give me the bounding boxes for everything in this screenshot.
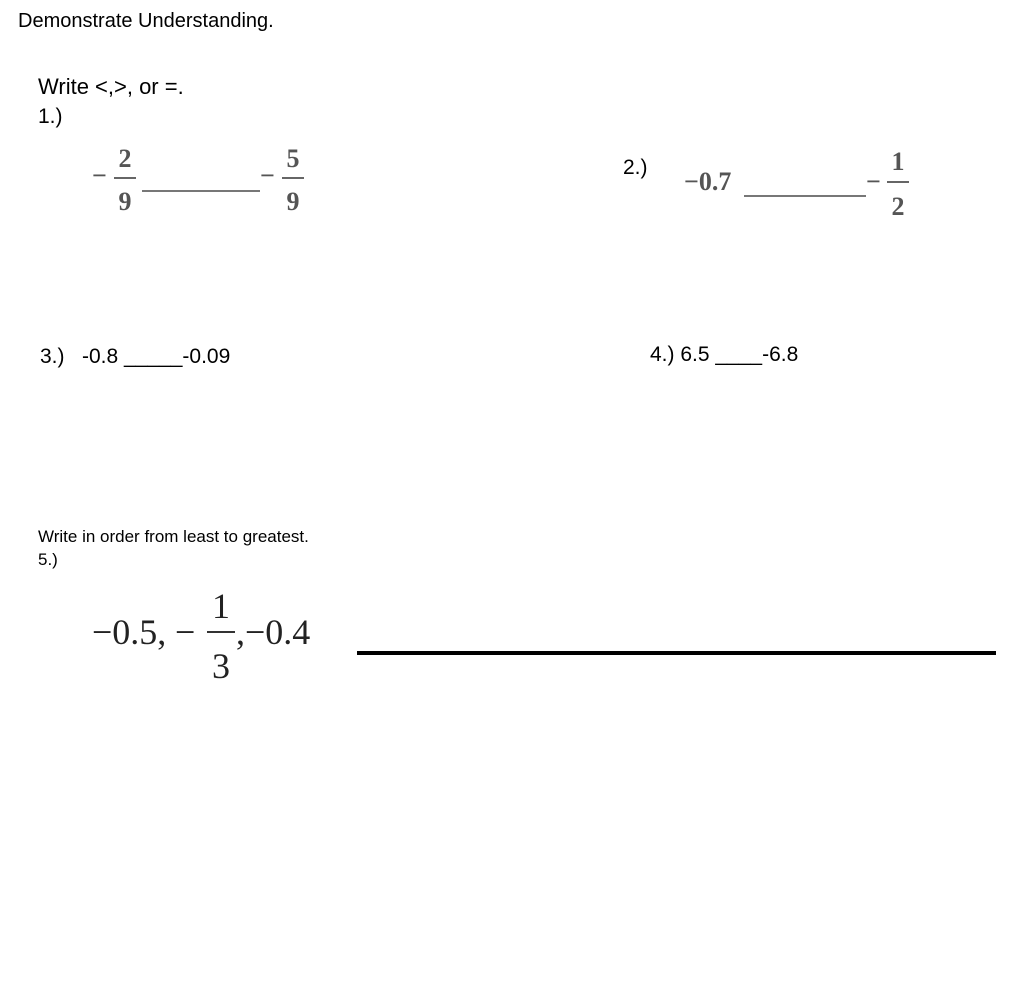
question-5-expression	[90, 583, 340, 683]
question-5-number: 5.)	[38, 550, 58, 569]
q5-fraction-numerator: 1	[212, 586, 230, 626]
q5-fraction-denominator: 3	[212, 646, 230, 683]
question-2-math	[682, 143, 922, 223]
q1-right-denominator: 9	[286, 187, 300, 216]
question-4: 4.) 6.5 ____-6.8	[650, 343, 799, 366]
q1-left-fraction-bar	[114, 177, 136, 179]
q2-right-sign: −	[866, 167, 881, 196]
q1-right-sign: −	[260, 161, 275, 190]
question-2-expression	[682, 143, 922, 223]
q1-answer-blank	[142, 190, 260, 192]
q1-left-sign: −	[92, 161, 107, 190]
q1-left-denominator: 9	[118, 187, 132, 216]
q2-answer-blank	[744, 195, 866, 197]
q5-last-value: ,−0.4	[236, 612, 311, 652]
q2-right-fraction-bar	[887, 181, 909, 183]
question-3: 3.) -0.8 _____-0.09	[40, 345, 231, 368]
q2-right-denominator: 2	[891, 192, 905, 221]
question-2-number: 2.)	[623, 156, 648, 179]
q1-right-fraction-bar	[282, 177, 304, 179]
q5-first-value: −0.5,	[92, 612, 167, 652]
question-5-answer-line[interactable]	[357, 651, 996, 655]
question-1-number: 1.)	[38, 105, 63, 128]
q5-fraction-bar	[207, 631, 235, 633]
page-heading: Demonstrate Understanding.	[18, 10, 274, 32]
question-1-expression	[90, 140, 320, 220]
q2-left-value: −0.7	[684, 167, 732, 196]
question-5-math	[90, 583, 340, 683]
question-1-math	[90, 140, 320, 220]
instruction-order: Write in order from least to greatest.	[38, 527, 309, 546]
instruction-compare: Write <,>, or =.	[38, 74, 184, 99]
q2-right-numerator: 1	[891, 147, 905, 176]
q1-right-numerator: 5	[286, 144, 300, 173]
q1-left-numerator: 2	[118, 144, 132, 173]
q5-fraction-sign: −	[175, 612, 196, 652]
